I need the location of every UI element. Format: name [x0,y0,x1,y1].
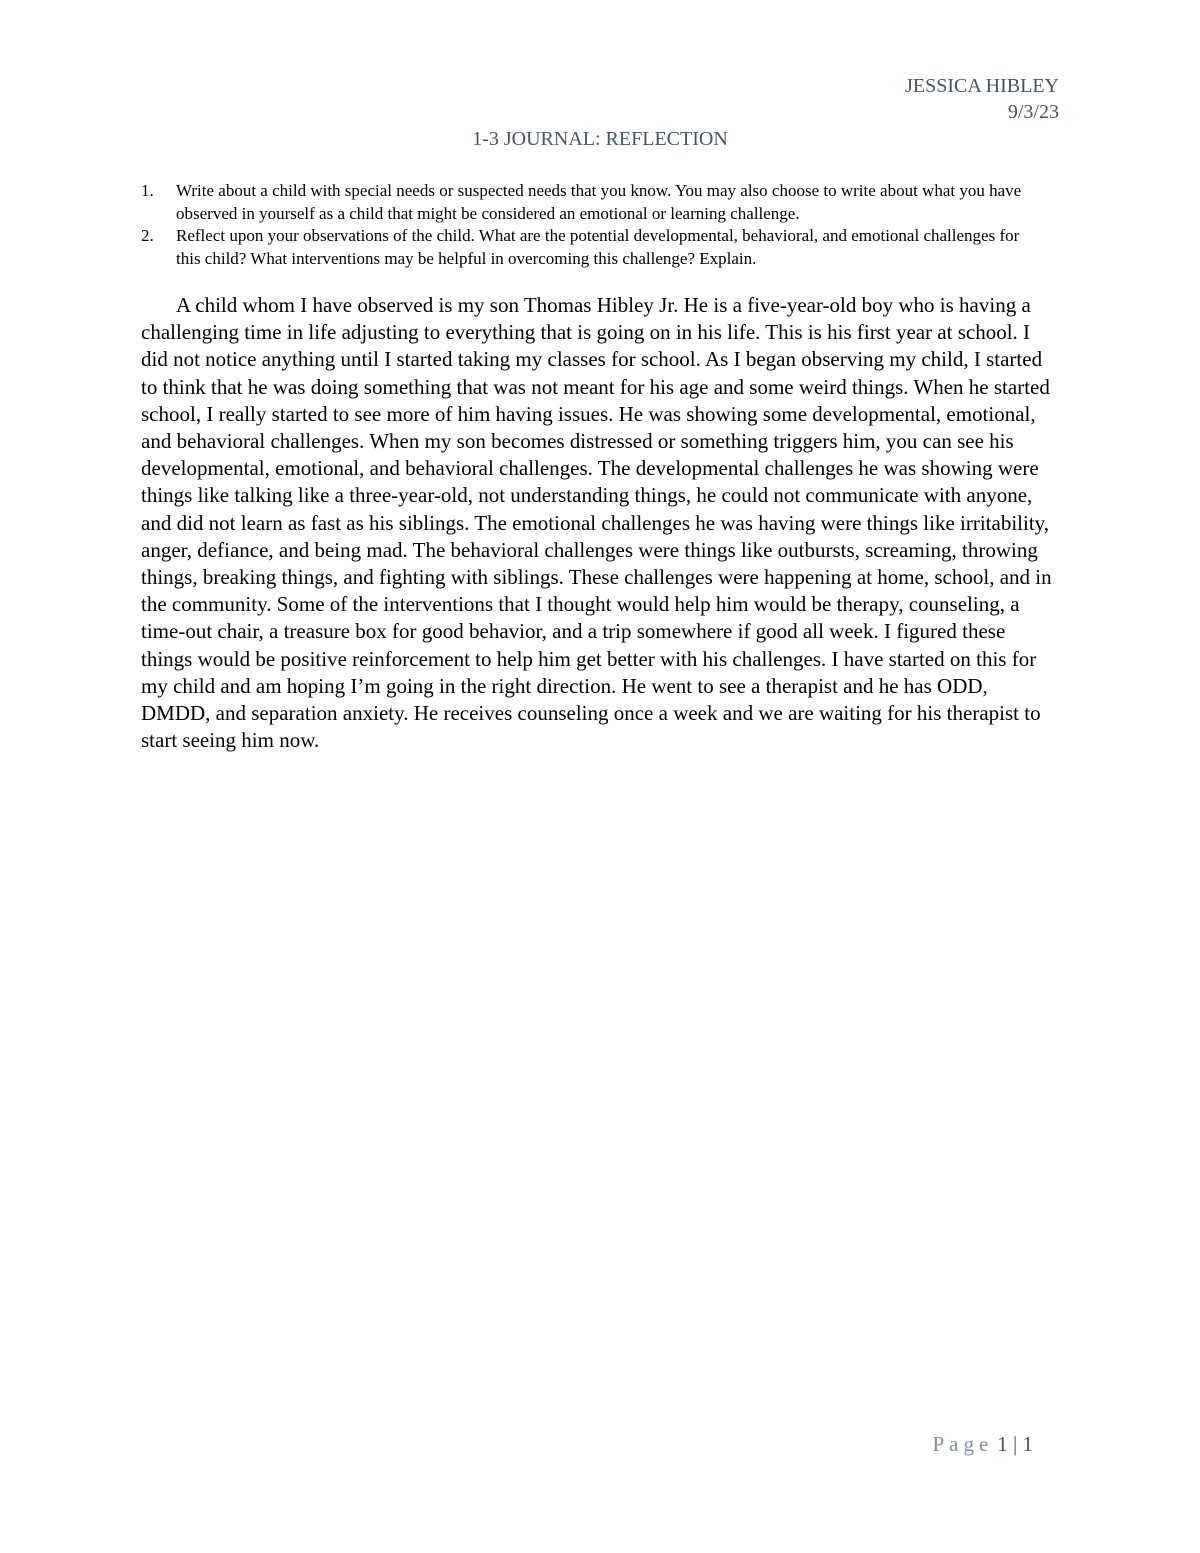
page-number: 1 | 1 [997,1432,1033,1456]
document-date: 9/3/23 [1007,101,1059,123]
author-name: JESSICA HIBLEY [905,75,1059,97]
prompt-number: 1. [141,181,154,200]
document-title: 1-3 JOURNAL: REFLECTION [472,128,728,150]
prompt-item [141,225,1041,270]
body-paragraph: A child whom I have observed is my son Thomas Hibley Jr. He is a five-year-old boy who is having a challenging time in life adjusting to everything that is going on in his life. This is his first year at school. I did not notice anything until I started taking my classes for school. As I began observing my child, I started to think that he was doing something that was not meant for his age and some weird things. When he started school, I really started to see more of him having issues. He was showing some developmental, emotional, and behavioral challenges. When my son becomes distressed or something triggers him, you can see his developmental, emotional, and behavioral challenges. The developmental challenges he was showing were things like talking like a three-year-old, not understanding things, he could not communicate with anyone, and did not learn as fast as his siblings. The emotional challenges he was having were things like irritability, anger, defiance, and being mad. The behavioral challenges were things like outbursts, screaming, throwing things, breaking things, and fighting with siblings. These challenges were happening at home, school, and in the community. Some of the interventions that I thought would help him would be therapy, counseling, a time-out chair, a treasure box for good behavior, and a trip somewhere if good all week. I figured these things would be positive reinforcement to help him get better with his challenges. I have started on this for my child and am hoping I’m going in the right direction. He went to see a therapist and he has ODD, DMDD, and separation anxiety. He receives counseling once a week and we are waiting for his therapist to start seeing him now. [141,293,1052,753]
document-header [905,73,1059,125]
prompt-list [141,180,1041,270]
prompt-item [141,180,1041,225]
prompt-text: Reflect upon your observations of the child. What are the potential developmental, behavioral, and emotional challenges for this child? What interventions may be helpful in overcoming this challenge? Explain. [176,226,1020,268]
page-footer [932,1430,1033,1458]
prompt-number: 2. [141,226,154,245]
prompt-text: Write about a child with special needs or suspected needs that you know. You may also choose to write about what you have observed in yourself as a child that might be considered an emotional or learning challenge. [176,181,1022,223]
page-label: Page [932,1432,994,1456]
